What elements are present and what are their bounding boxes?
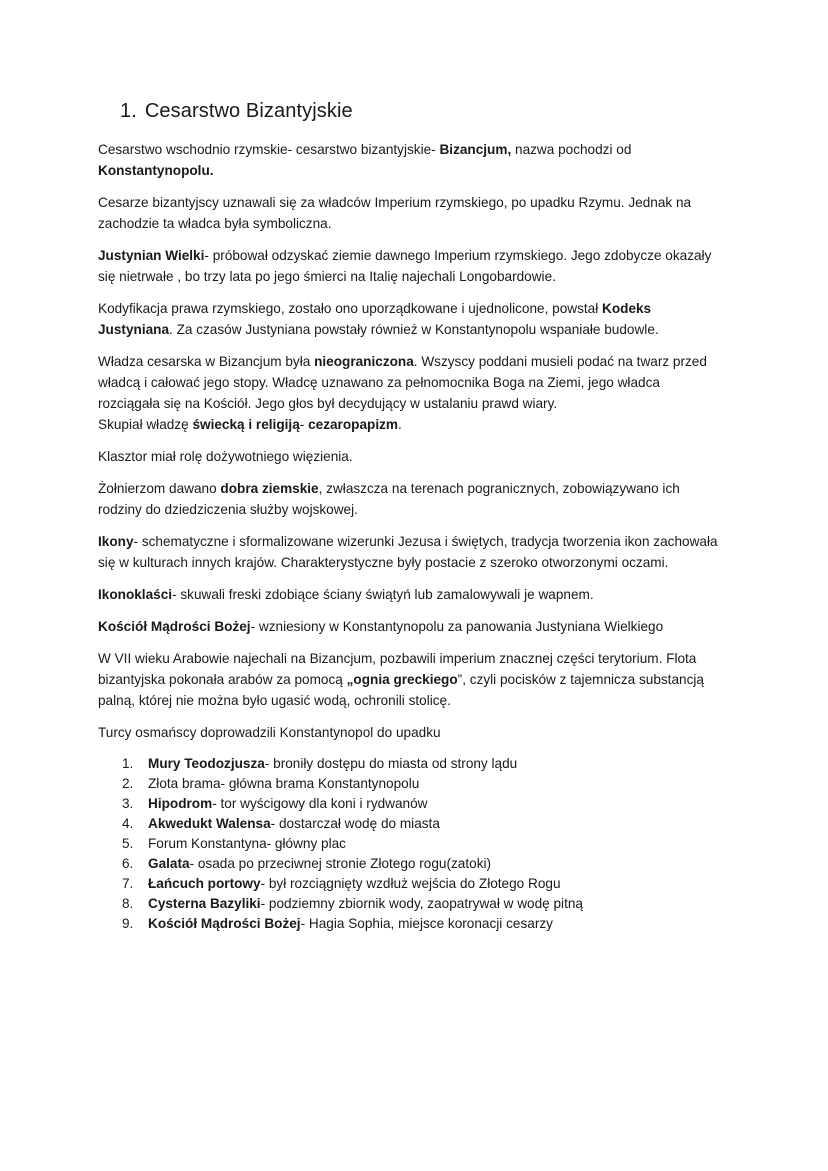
paragraph	[98, 192, 718, 234]
text-run: . Za czasów Justyniana powstały również w Konstantynopolu wspaniałe budowle.	[169, 322, 659, 337]
text-run: Cesarstwo wschodnio rzymskie- cesarstwo bizantyjskie-	[98, 142, 440, 157]
list-item	[122, 854, 718, 874]
bold-term: Bizancjum,	[439, 142, 512, 157]
text-run: Władza cesarska w Bizancjum była	[98, 354, 315, 369]
list-item	[122, 814, 718, 834]
bold-term: Konstantynopolu.	[98, 163, 214, 178]
text-run: Żołnierzom dawano	[98, 481, 221, 496]
text-run: - skuwali freski zdobiące ściany świątyń lub zamalowywali je wapnem.	[172, 587, 594, 602]
list-item-text	[148, 854, 491, 874]
text-run: , zwłaszcza na terenach pogranicznych, zobowiązywano ich rodziny do dziedziczenia służby wojskowej.	[98, 481, 680, 517]
list-item-text	[148, 914, 553, 934]
document-title	[120, 100, 353, 123]
list-item-text	[148, 814, 440, 834]
list-item-number: 5.	[122, 836, 134, 851]
list-item-term: Cysterna Bazyliki	[148, 896, 261, 911]
text-run: - próbował odzyskać ziemie dawnego Imperium rzymskiego. Jego zdobycze okazały się nietrwałe , bo trzy lata po jego śmierci na Italię najechali Longobardowie.	[98, 248, 712, 284]
list-item-term: Łańcuch portowy	[148, 876, 261, 891]
bold-term: Ikony	[98, 534, 134, 549]
list-item-number: 9.	[122, 916, 134, 931]
text-run: ”, czyli pocisków z tajemnicza substancją palną, której nie można było ugasić wodą, ochronili stolicę.	[98, 672, 704, 708]
list-item-description: - był rozciągnięty wzdłuż wejścia do Złotego Rogu	[260, 876, 561, 891]
list-item-description: - osada po przeciwnej stronie Złotego rogu(zatoki)	[189, 856, 492, 871]
list-item-description: - dostarczał wodę do miasta	[270, 816, 440, 831]
list-item-number: 1.	[122, 756, 134, 771]
paragraph	[98, 616, 718, 637]
list-item-description: Złota brama- główna brama Konstantynopolu	[148, 776, 420, 791]
list-item-number: 2.	[122, 776, 134, 791]
list-item-term: Hipodrom	[148, 796, 213, 811]
list-item-term: Galata	[148, 856, 190, 871]
paragraph	[98, 446, 718, 467]
bold-term: dobra ziemskie	[220, 481, 319, 496]
bold-term: Kodeks Justyniana	[98, 301, 652, 337]
bold-term: Kościół Mądrości Bożej	[98, 619, 251, 634]
list-item-number: 6.	[122, 856, 134, 871]
list-item-text	[148, 794, 428, 814]
list-item-term: Akwedukt Walensa	[148, 816, 271, 831]
text-run: . Wszyscy poddani musieli podać na twarz przed władcą i całować jego stopy. Władcę uznawano za pełnomocnika Boga na Ziemi, jego władca rozciągała się na Kościół. Jego głos był decydujący w ustalaniu prawd wiary.	[98, 354, 707, 411]
text-run: -	[299, 417, 309, 432]
bold-term: świecką i religiją	[192, 417, 300, 432]
text-run: - wzniesiony w Konstantynopolu za panowania Justyniana Wielkiego	[250, 619, 664, 634]
text-run: - schematyczne i sformalizowane wizerunki Jezusa i świętych, tradycja tworzenia ikon zachowała się w kulturach innych krajów. Charakterystyczne były postacie z szeroko otworzonymi oczami.	[98, 534, 718, 570]
text-run: nazwa pochodzi od	[511, 142, 632, 157]
list-item	[122, 774, 718, 794]
paragraph	[98, 584, 718, 605]
list-item	[122, 874, 718, 894]
list-item	[122, 794, 718, 814]
text-run: W VII wieku Arabowie najechali na Bizancjum, pozbawili imperium znacznej części terytorium. Flota bizantyjska pokonała arabów za pomocą	[98, 651, 697, 687]
list-item-text	[148, 874, 561, 894]
bold-term: Ikonoklaści	[98, 587, 173, 602]
paragraph	[98, 648, 718, 711]
list-item-number: 8.	[122, 896, 134, 911]
list-item-term: Kościół Mądrości Bożej	[148, 916, 301, 931]
title-number: 1.	[120, 100, 137, 122]
paragraph	[98, 722, 718, 743]
paragraph	[98, 478, 718, 520]
bold-term: Justynian Wielki	[98, 248, 205, 263]
list-item-description: Forum Konstantyna- główny plac	[148, 836, 346, 851]
title-text: Cesarstwo Bizantyjskie	[144, 100, 353, 122]
paragraph	[98, 139, 718, 181]
paragraph	[98, 531, 718, 573]
document-body	[98, 139, 718, 934]
text-run: .	[397, 417, 402, 432]
text-run: Turcy osmańscy doprowadzili Konstantynopol do upadku	[98, 725, 441, 740]
landmarks-list	[98, 754, 718, 934]
list-item-description: - tor wyścigowy dla koni i rydwanów	[212, 796, 428, 811]
list-item-term: Mury Teodozjusza	[148, 756, 265, 771]
list-item-number: 4.	[122, 816, 134, 831]
list-item-number: 7.	[122, 876, 134, 891]
text-run: Klasztor miał rolę dożywotniego więzienia.	[98, 449, 353, 464]
list-item-description: - broniły dostępu do miasta od strony lądu	[264, 756, 518, 771]
text-run: Cesarze bizantyjscy uznawali się za władców Imperium rzymskiego, po upadku Rzymu. Jednak na zachodzie ta władca była symboliczna.	[98, 195, 692, 231]
list-item-text	[148, 834, 346, 854]
bold-term: cezaropapizm	[308, 417, 398, 432]
paragraph	[98, 351, 718, 435]
list-item-description: - Hagia Sophia, miejsce koronacji cesarzy	[300, 916, 553, 931]
text-run: Kodyfikacja prawa rzymskiego, zostało ono uporządkowane i ujednolicone, powstał	[98, 301, 603, 316]
bold-term: nieograniczona	[314, 354, 414, 369]
list-item-text	[148, 894, 583, 914]
list-item	[122, 834, 718, 854]
list-item	[122, 914, 718, 934]
paragraph	[98, 245, 718, 287]
bold-term: „ognia greckiego	[346, 672, 458, 687]
text-run: Skupiał władzę	[98, 417, 193, 432]
paragraphs	[98, 139, 718, 743]
paragraph	[98, 298, 718, 340]
list-item-text	[148, 774, 419, 794]
list-item	[122, 894, 718, 914]
list-item	[122, 754, 718, 774]
list-item-number: 3.	[122, 796, 134, 811]
list-item-description: - podziemny zbiornik wody, zaopatrywał w wodę pitną	[260, 896, 583, 911]
list-item-text	[148, 754, 517, 774]
